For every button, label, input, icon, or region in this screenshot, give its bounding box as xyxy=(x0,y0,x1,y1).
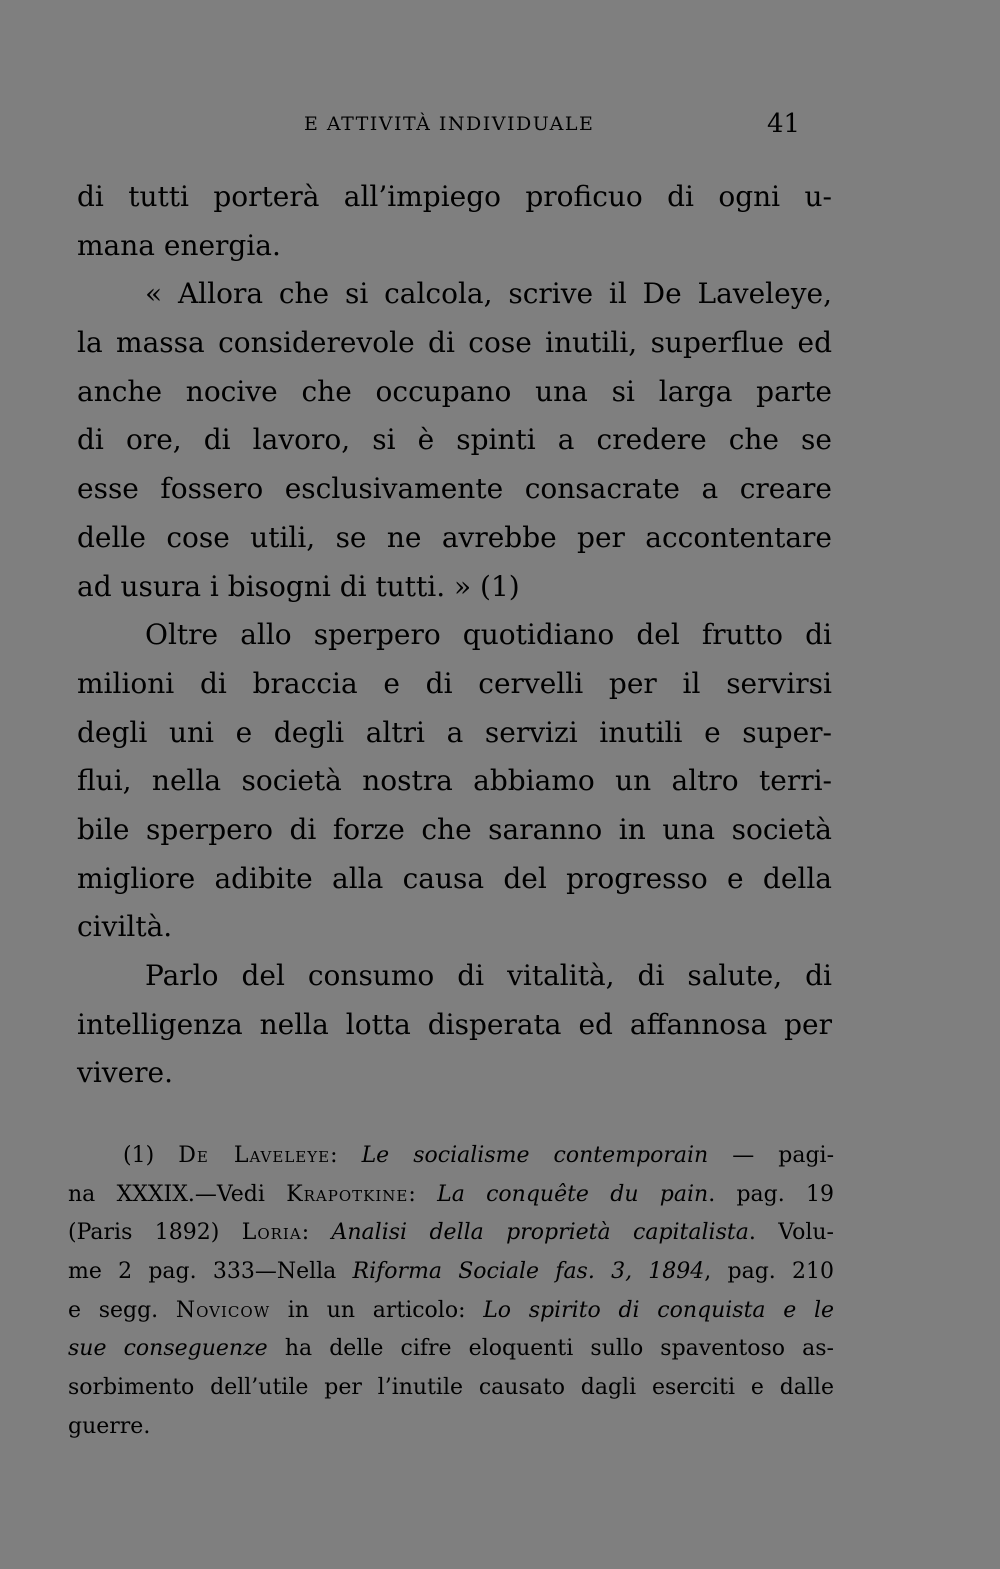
text-line: civiltà. xyxy=(77,910,173,944)
footnote-line: sorbimento dell’utile per l’inutile causato dagli eserciti e dalle xyxy=(68,1375,834,1401)
footnote-line: e segg. Novicow in un articolo: Lo spirito di conquista e le xyxy=(68,1297,834,1323)
footnote-author: De Laveleye xyxy=(178,1143,331,1168)
footnote-title: La conquête du pain xyxy=(437,1181,709,1207)
text-line: vivere. xyxy=(77,1056,174,1090)
text-line: « Allora che si calcola, scrive il De Laveleye, xyxy=(145,277,832,311)
text-line: mana energia. xyxy=(77,228,281,262)
text-line: di ore, di lavoro, si è spinti a credere che se xyxy=(77,423,832,457)
footnote-title: Lo spirito di conquista e le xyxy=(483,1297,834,1323)
footnote-title: sue conseguenze xyxy=(68,1336,268,1362)
footnote xyxy=(68,1137,834,1447)
text-line: degli uni e degli altri a servizi inutili e super- xyxy=(77,715,832,749)
page-header xyxy=(0,109,1000,143)
footnote-title: Riforma Sociale fas. 3, 1894 xyxy=(352,1259,705,1285)
text-line: bile sperpero di forze che saranno in una società xyxy=(77,812,832,846)
footnote-line: me 2 pag. 333—Nella Riforma Sociale fas. 3, 1894, pag. 210 xyxy=(68,1259,834,1285)
text-line: delle cose utili, se ne avrebbe per accontentare xyxy=(77,520,832,554)
text-line: milioni di braccia e di cervelli per il servirsi xyxy=(77,666,832,700)
page-number: 41 xyxy=(767,109,801,139)
running-title: E ATTIVITÀ INDIVIDUALE xyxy=(304,113,595,135)
text-line: flui, nella società nostra abbiamo un altro terri- xyxy=(77,764,832,798)
footnote-line: (1) De Laveleye: Le socialisme contemporain — pagi- xyxy=(123,1143,834,1168)
text-line: esse fossero esclusivamente consacrate a creare xyxy=(77,472,832,506)
body-text xyxy=(77,173,832,1098)
footnote-line: na XXXIX.—Vedi Krapotkine: La conquête du pain. pag. 19 xyxy=(68,1181,835,1207)
text-line: anche nocive che occupano una si larga parte xyxy=(77,374,832,408)
footnote-line: guerre. xyxy=(68,1413,151,1439)
text-line: Oltre allo sperpero quotidiano del frutto di xyxy=(145,618,832,652)
text-line: ad usura i bisogni di tutti. » (1) xyxy=(77,569,520,603)
footnote-title: Le socialisme contemporain xyxy=(361,1143,709,1168)
footnote-title: Analisi della proprietà capitalista xyxy=(331,1220,749,1246)
footnote-author: Krapotkine xyxy=(286,1181,409,1207)
text-line: migliore adibite alla causa del progresso e della xyxy=(77,861,832,895)
text-line: la massa considerevole di cose inutili, superflue ed xyxy=(77,326,832,360)
text-line: di tutti porterà all’impiego proficuo di ogni u- xyxy=(77,180,832,213)
text-line: intelligenza nella lotta disperata ed affannosa per xyxy=(77,1007,832,1041)
footnote-author: Loria xyxy=(241,1220,302,1246)
footnote-line: (Paris 1892) Loria: Analisi della proprietà capitalista. Volu- xyxy=(68,1220,834,1246)
text-line: Parlo del consumo di vitalità, di salute, di xyxy=(145,959,832,992)
footnote-line: sue conseguenze ha delle cifre eloquenti sullo spaventoso as- xyxy=(68,1336,834,1362)
footnote-author: Novicow xyxy=(175,1297,271,1323)
